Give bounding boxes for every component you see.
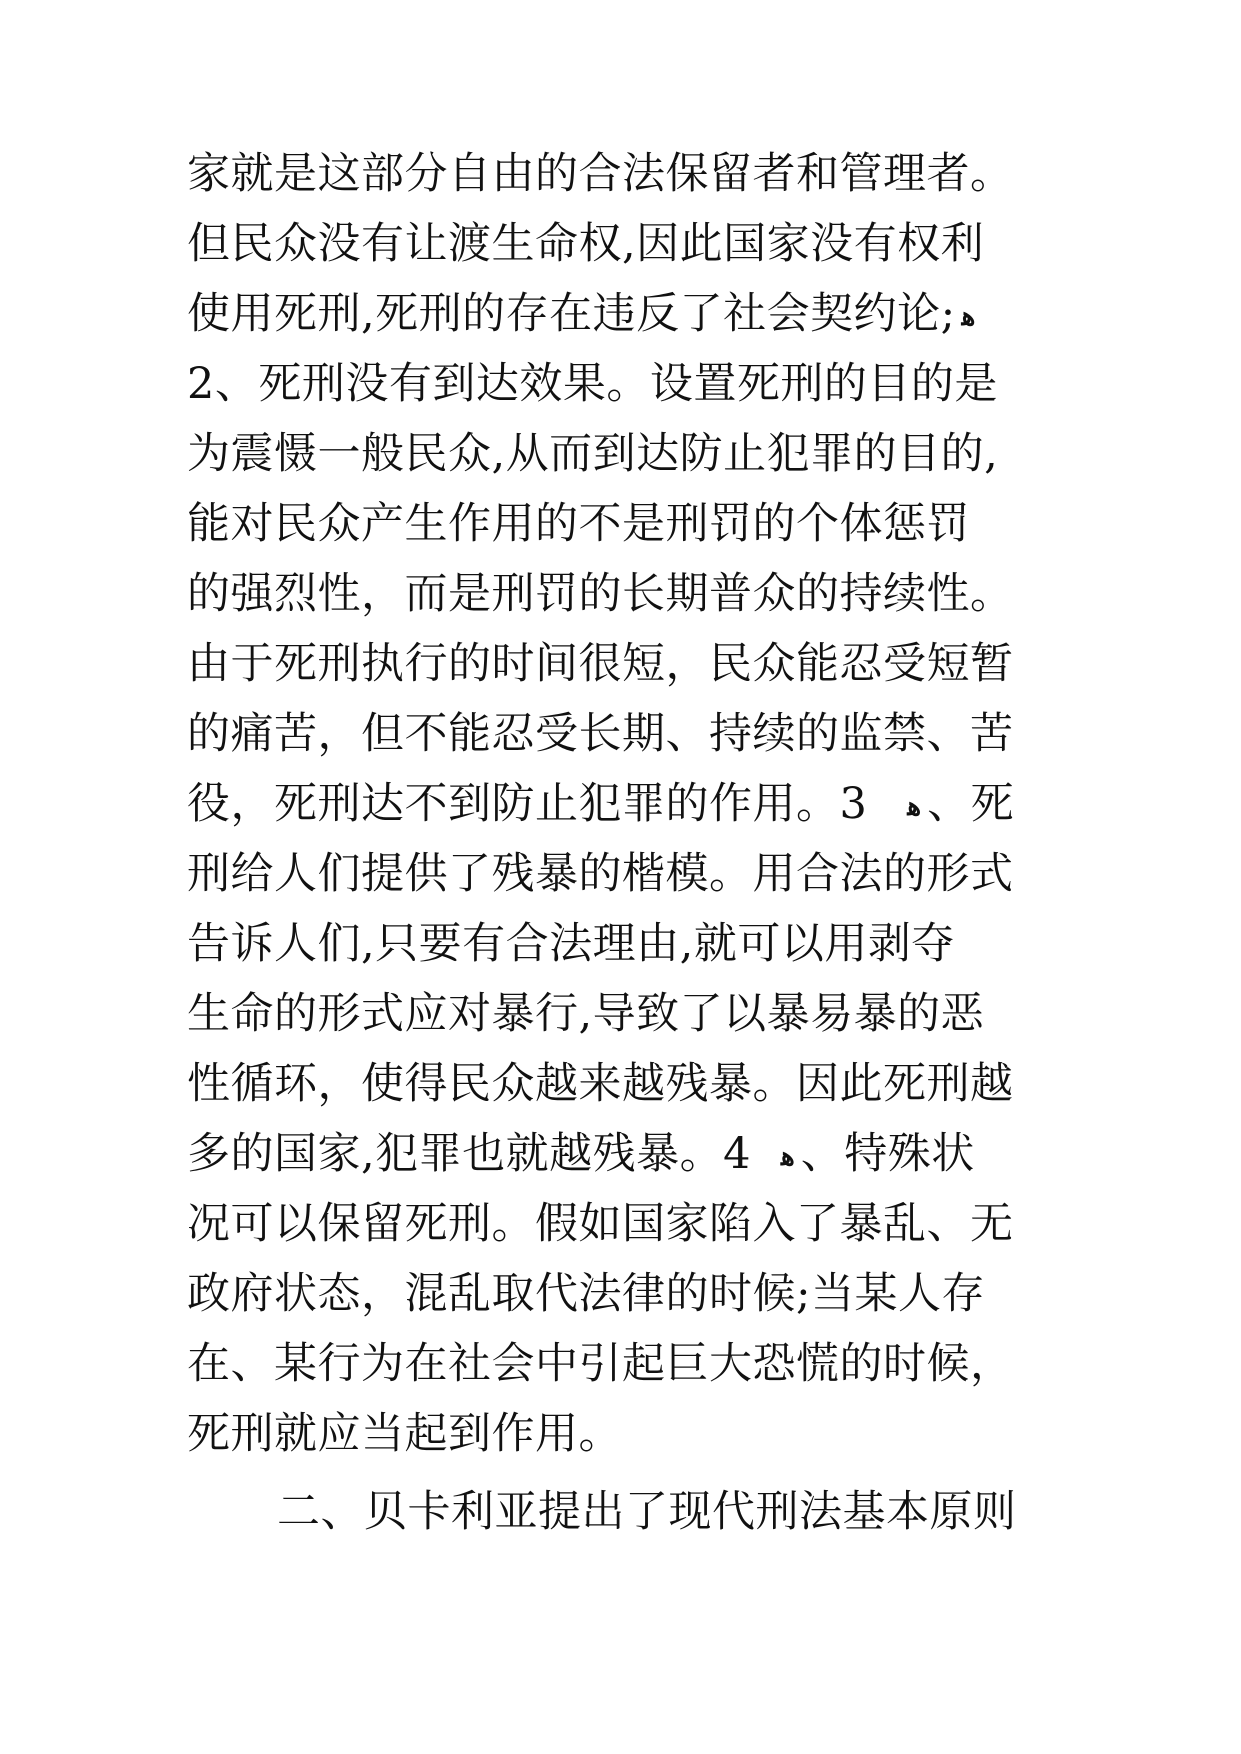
- text-line: 家就是这部分自由的合法保留者和管理者。: [187, 149, 1014, 199]
- text-line: 但民众没有让渡生命权,因此国家没有权利: [187, 219, 985, 269]
- stray-glyph: ﻫ: [907, 792, 922, 822]
- stray-glyph: ﻫ: [781, 1142, 795, 1172]
- text-line: 在、某行为在社会中引起巨大恐慌的时候，: [187, 1339, 1014, 1389]
- text-line: 的痛苦，但不能忍受长期、持续的监禁、苦: [187, 709, 1014, 759]
- text-line: 生命的形式应对暴行,导致了以暴易暴的恶: [187, 989, 985, 1039]
- text-line: 死刑就应当起到作用。: [187, 1409, 622, 1459]
- body-text: [187, 139, 1087, 1547]
- stray-glyph: ﻫ: [961, 302, 976, 332]
- text-line: 能对民众产生作用的不是刑罚的个体惩罚: [187, 499, 970, 549]
- text-line: 刑给人们提供了残暴的楷模。用合法的形式: [187, 849, 1014, 899]
- text-line: 告诉人们,只要有合法理由,就可以用剥夺: [187, 919, 955, 969]
- text-line: 由于死刑执行的时间很短，民众能忍受短暂: [187, 639, 1014, 689]
- section-heading: 二、贝卡利亚提出了现代刑法基本原则: [277, 1487, 1017, 1537]
- text-line: 为震慑一般民众,从而到达防止犯罪的目的,: [187, 429, 999, 479]
- text-line: 况可以保留死刑。假如国家陷入了暴乱、无: [187, 1199, 1014, 1249]
- text-line: 政府状态，混乱取代法律的时候;当某人存: [187, 1269, 985, 1319]
- text-line: 的强烈性，而是刑罚的长期普众的持续性。: [187, 569, 1014, 619]
- text-line: 多的国家,犯罪也就越残暴。4 ﻫ 、特殊状: [187, 1119, 1087, 1189]
- text-line: 性循环，使得民众越来越残暴。因此死刑越: [187, 1059, 1014, 1109]
- text-line: 役，死刑达不到防止犯罪的作用。3 ﻫ 、死: [187, 769, 1087, 839]
- text-line: 使用死刑,死刑的存在违反了社会契约论; ﻫ: [187, 279, 1087, 349]
- text-line: 2、死刑没有到达效果。设置死刑的目的是: [187, 359, 998, 409]
